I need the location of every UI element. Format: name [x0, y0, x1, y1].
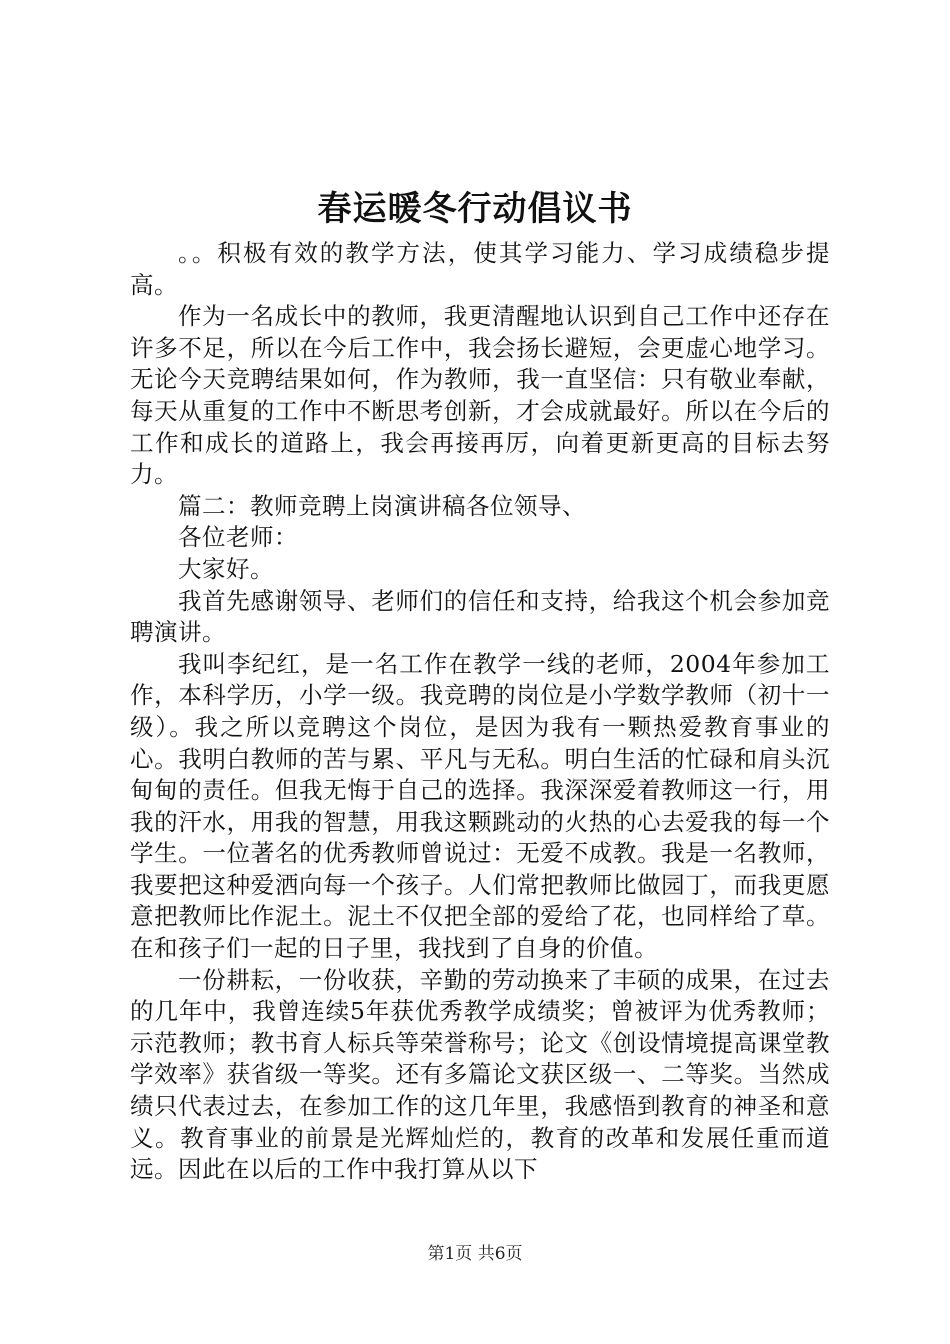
paragraph-7: 我叫李纪红，是一名工作在教学一线的老师，2004年参加工作，本科学历，小学一级。我竞聘的岗位是小学数学教师（初十一级）。我之所以竞聘这个岗位，是因为我有一颗热爱教育事业的心。我明白教师的苦与累、平凡与无私。明白生活的忙碌和肩头沉甸甸的责任。但我无悔于自己的选择。我深深爱着教师这一行，用我的汗水，用我的智慧，用我这颗跳动的火热的心去爱我的每一个学生。一位著名的优秀教师曾说过：无爱不成教。我是一名教师，我要把这种爱洒向每一个孩子。人们常把教师比做园丁，而我更愿意把教师比作泥土。泥土不仅把全部的爱给了花，也同样给了草。在和孩子们一起的日子里，我找到了自身的价值。 [130, 649, 830, 963]
paragraph-4: 各位老师： [178, 523, 298, 552]
paragraph-6: 我首先感谢领导、老师们的信任和支持，给我这个机会参加竞聘演讲。 [130, 586, 830, 647]
document-body [130, 238, 830, 1186]
document-title: 春运暖冬行动倡议书 [317, 189, 633, 229]
page-footer: 第1页 共6页 [427, 1244, 523, 1264]
paragraph-3: 篇二：教师竞聘上岗演讲稿各位领导、 [178, 491, 586, 520]
paragraph-8: 一份耕耘，一份收获，辛勤的劳动换来了丰硕的成果，在过去的几年中，我曾连续5年获优秀教学成绩奖；曾被评为优秀教师；示范教师；教书育人标兵等荣誉称号；论文《创设情境提高课堂教学效率》获省级一等奖。还有多篇论文获区级一、二等奖。当然成绩只代表过去，在参加工作的这几年里，我感悟到教育的神圣和意义。教育事业的前景是光辉灿烂的，教育的改革和发展任重而道远。因此在以后的工作中我打算从以下 [130, 965, 830, 1184]
paragraph-2: 作为一名成长中的教师，我更清醒地认识到自己工作中还存在许多不足，所以在今后工作中，我会扬长避短，会更虚心地学习。无论今天竞聘结果如何，作为教师，我一直坚信：只有敬业奉献，每天从重复的工作中不断思考创新，才会成就最好。所以在今后的工作和成长的道路上，我会再接再厉，向着更新更高的目标去努力。 [130, 302, 830, 489]
paragraph-5: 大家好。 [178, 554, 274, 583]
paragraph-1: 。。积极有效的教学方法，使其学习能力、学习成绩稳步提高。 [130, 239, 830, 299]
